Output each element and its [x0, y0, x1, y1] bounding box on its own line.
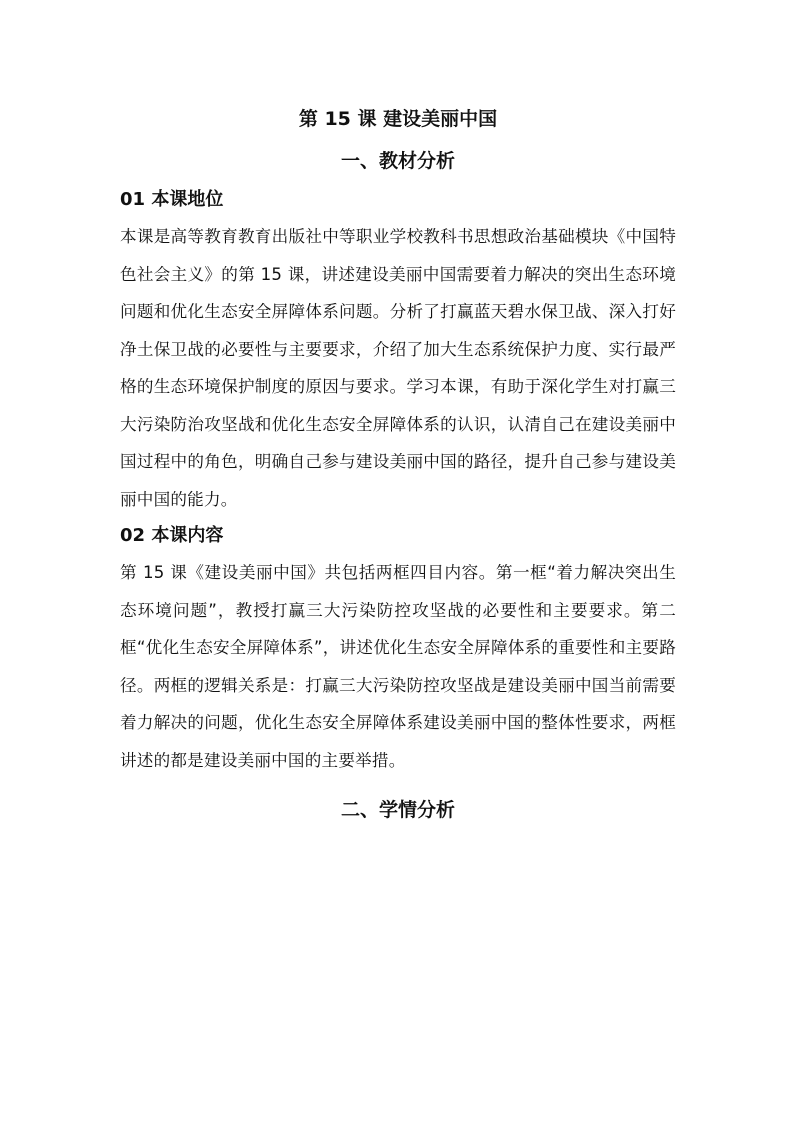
lesson-title: 第 15 课 建设美丽中国 [298, 108, 498, 130]
section-heading-lesson-content: 02 本课内容 [120, 525, 224, 546]
document-body [120, 100, 676, 831]
paragraph-lesson-content: 第 15 课《建设美丽中国》共包括两框四目内容。第一框“着力解决突出生态环境问题”，教授打赢三大污染防控攻坚战的必要性和主要要求。第二框“优化生态安全屏障体系”，讲述优化生态安全屏障体系的重要性和主要路径。两框的逻辑关系是：打赢三大污染防控攻坚战是建设美丽中国当前需要着力解决的问题，优化生态安全屏障体系建设美丽中国的整体性要求，两框讲述的都是建设美丽中国的主要举措。 [120, 563, 676, 770]
chapter-heading-textbook-analysis: 一、教材分析 [340, 150, 455, 172]
section-heading-lesson-position: 01 本课地位 [120, 189, 224, 210]
chapter-heading-learner-analysis: 二、学情分析 [340, 799, 455, 821]
paragraph-lesson-position: 本课是高等教育教育出版社中等职业学校教科书思想政治基础模块《中国特色社会主义》的第 15 课，讲述建设美丽中国需要着力解决的突出生态环境问题和优化生态安全屏障体系问题。分析了打赢蓝天碧水保卫战、深入打好净土保卫战的必要性与主要要求，介绍了加大生态系统保护力度、实行最严格的生态环境保护制度的原因与要求。学习本课，有助于深化学生对打赢三大污染防治攻坚战和优化生态安全屏障体系的认识，认清自己在建设美丽中国过程中的角色，明确自己参与建设美丽中国的路径，提升自己参与建设美丽中国的能力。 [120, 227, 676, 509]
